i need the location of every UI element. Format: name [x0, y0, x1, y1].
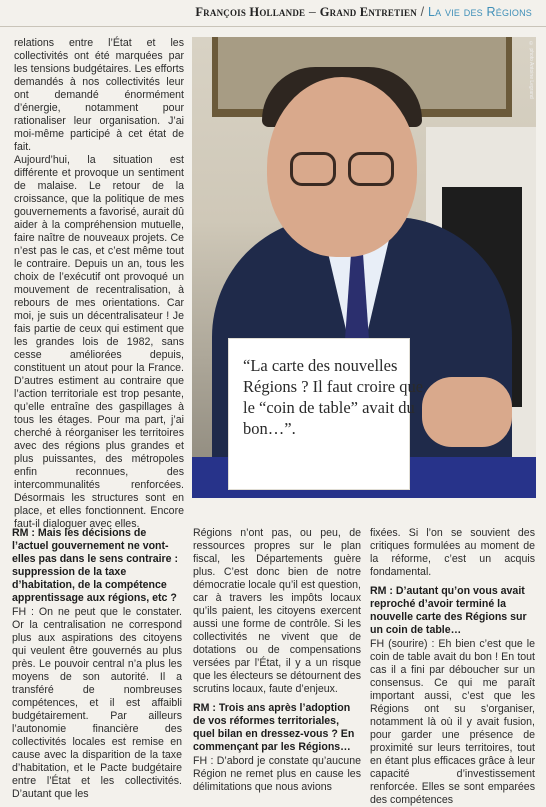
interview-answer: FH : On ne peut que le constater. Or la centralisation ne correspond plus aux aspirations des citoyens qui veulent être gouvernés au plus près. Le pouvoir central n’a plus les moyens de son autorité. Il a transféré de nombreuses compétences, et il est affaibli budgétairement. Par ailleurs l’autonomie financière des collectivités locales est remise en cause avec la disparition de la taxe d’habitation, et le Pacte budgétaire entre l’État et les collectivités. D’autant que les — [12, 606, 182, 800]
pull-quote: “La carte des nouvelles Régions ? Il faut croire que le “coin de table” avait du bon…”. — [243, 356, 424, 438]
article-column-3 — [370, 527, 535, 807]
interview-answer: FH : D’abord je constate qu’aucune Région ne remet plus en cause les délimitations que nous avions — [193, 755, 361, 793]
article-column-2 — [193, 527, 361, 794]
header-section: La vie des Régions — [427, 5, 532, 19]
header-slash: / — [416, 5, 428, 19]
photo-credit: © photo Antoine Legrand — [528, 41, 534, 99]
photo-hands — [422, 377, 512, 447]
paragraph: Aujourd’hui, la situation est différente et provoque un sentiment de malaise. Le retour de la croissance, que la politique de mes gouvernements a favorisé, aurait dû aider à la compréhension mutuelle, faire naître de nouveaux projets. Ce n’est pas le cas, et c’est même tout le contraire. Depuis un an, tous les choix de l’exécutif ont provoqué un mouvement de recentralisation, à rebours de mes orientations. Car moi, je suis un décentralisateur ! Je fais partie de ceux qui estiment que les grandes lois de 1982, sans cesse améliorées depuis, constituent un atout pour la France. D’autres estiment au contraire que l’action territoriale est trop pesante, qu’elle entraîne des gaspillages à tous les étages. Pour ma part, j’ai cherché à réorganiser les territoires avec des régions plus grandes et plus puissantes, des métropoles enfin reconnues, des intercommunalités renforcées. Désormais les structures sont en place, et elles fonctionnent. Encore faut-il dialoguer avec elles. — [14, 154, 184, 530]
interview-answer: FH (sourire) : Eh bien c’est que le coin de table avait du bon ! En tout cas il a fini par déboucher sur un consensus. Ce qui me paraît important aussi, c’est que les Régions ont su s’organiser, notamment là où il y avait fusion, pour garder une présence de proximité sur leurs territoires, tout en étant plus efficaces grâce à leur capacité d’investissement renforcée. Elles se sont emparées des compétences — [370, 638, 535, 806]
interview-question: RM : Trois ans après l’adoption de vos réformes territoriales, quel bilan en dressez-vous ? En commençant par les Régions… — [193, 702, 355, 753]
header-separator: – — [305, 5, 320, 19]
article-column-1 — [14, 37, 184, 531]
pull-quote-box — [229, 339, 424, 489]
paragraph: fixées. Si l’on se souvient des critiques formulées au moment de la réforme, c’est un acquis fondamental. — [370, 527, 535, 578]
paragraph: relations entre l’État et les collectivités ont été marquées par les tensions budgétaires. Les efforts demandés à nos collectivités leur ont demandé énormément d’énergie, notamment pour rationaliser leur organisation. J’ai moi-même participé à cet état de fait. — [14, 37, 184, 153]
photo-glasses — [290, 152, 395, 184]
running-head — [195, 5, 532, 20]
interview-question: RM : Mais les décisions de l’actuel gouvernement ne vont-elles pas dans le sens contraire : suppression de la taxe d’habitation, de la compétence apprentissage aux régions, etc ? — [12, 527, 179, 604]
header-rubric: Grand Entretien — [319, 5, 417, 19]
interview-question: RM : D’autant qu’on vous avait reproché d’avoir terminé la nouvelle carte des Régions sur un coin de table… — [370, 585, 527, 636]
article-column-1-bottom — [12, 527, 182, 801]
page-header — [0, 0, 546, 27]
paragraph: Régions n’ont pas, ou peu, de ressources propres sur le plan fiscal, les Départements guère plus. C’est donc bien de notre démocratie locale qu’il est question, car à travers les impôts locaux qu’ils paient, les citoyens exercent aussi une forme de contrôle. Si les collectivités ne vivent que de dotations ou de compensations versées par l’État, il y a un risque que les électeurs se détournent des scrutins locaux, faute d’enjeux. — [193, 527, 361, 695]
header-author: François Hollande — [195, 5, 306, 19]
